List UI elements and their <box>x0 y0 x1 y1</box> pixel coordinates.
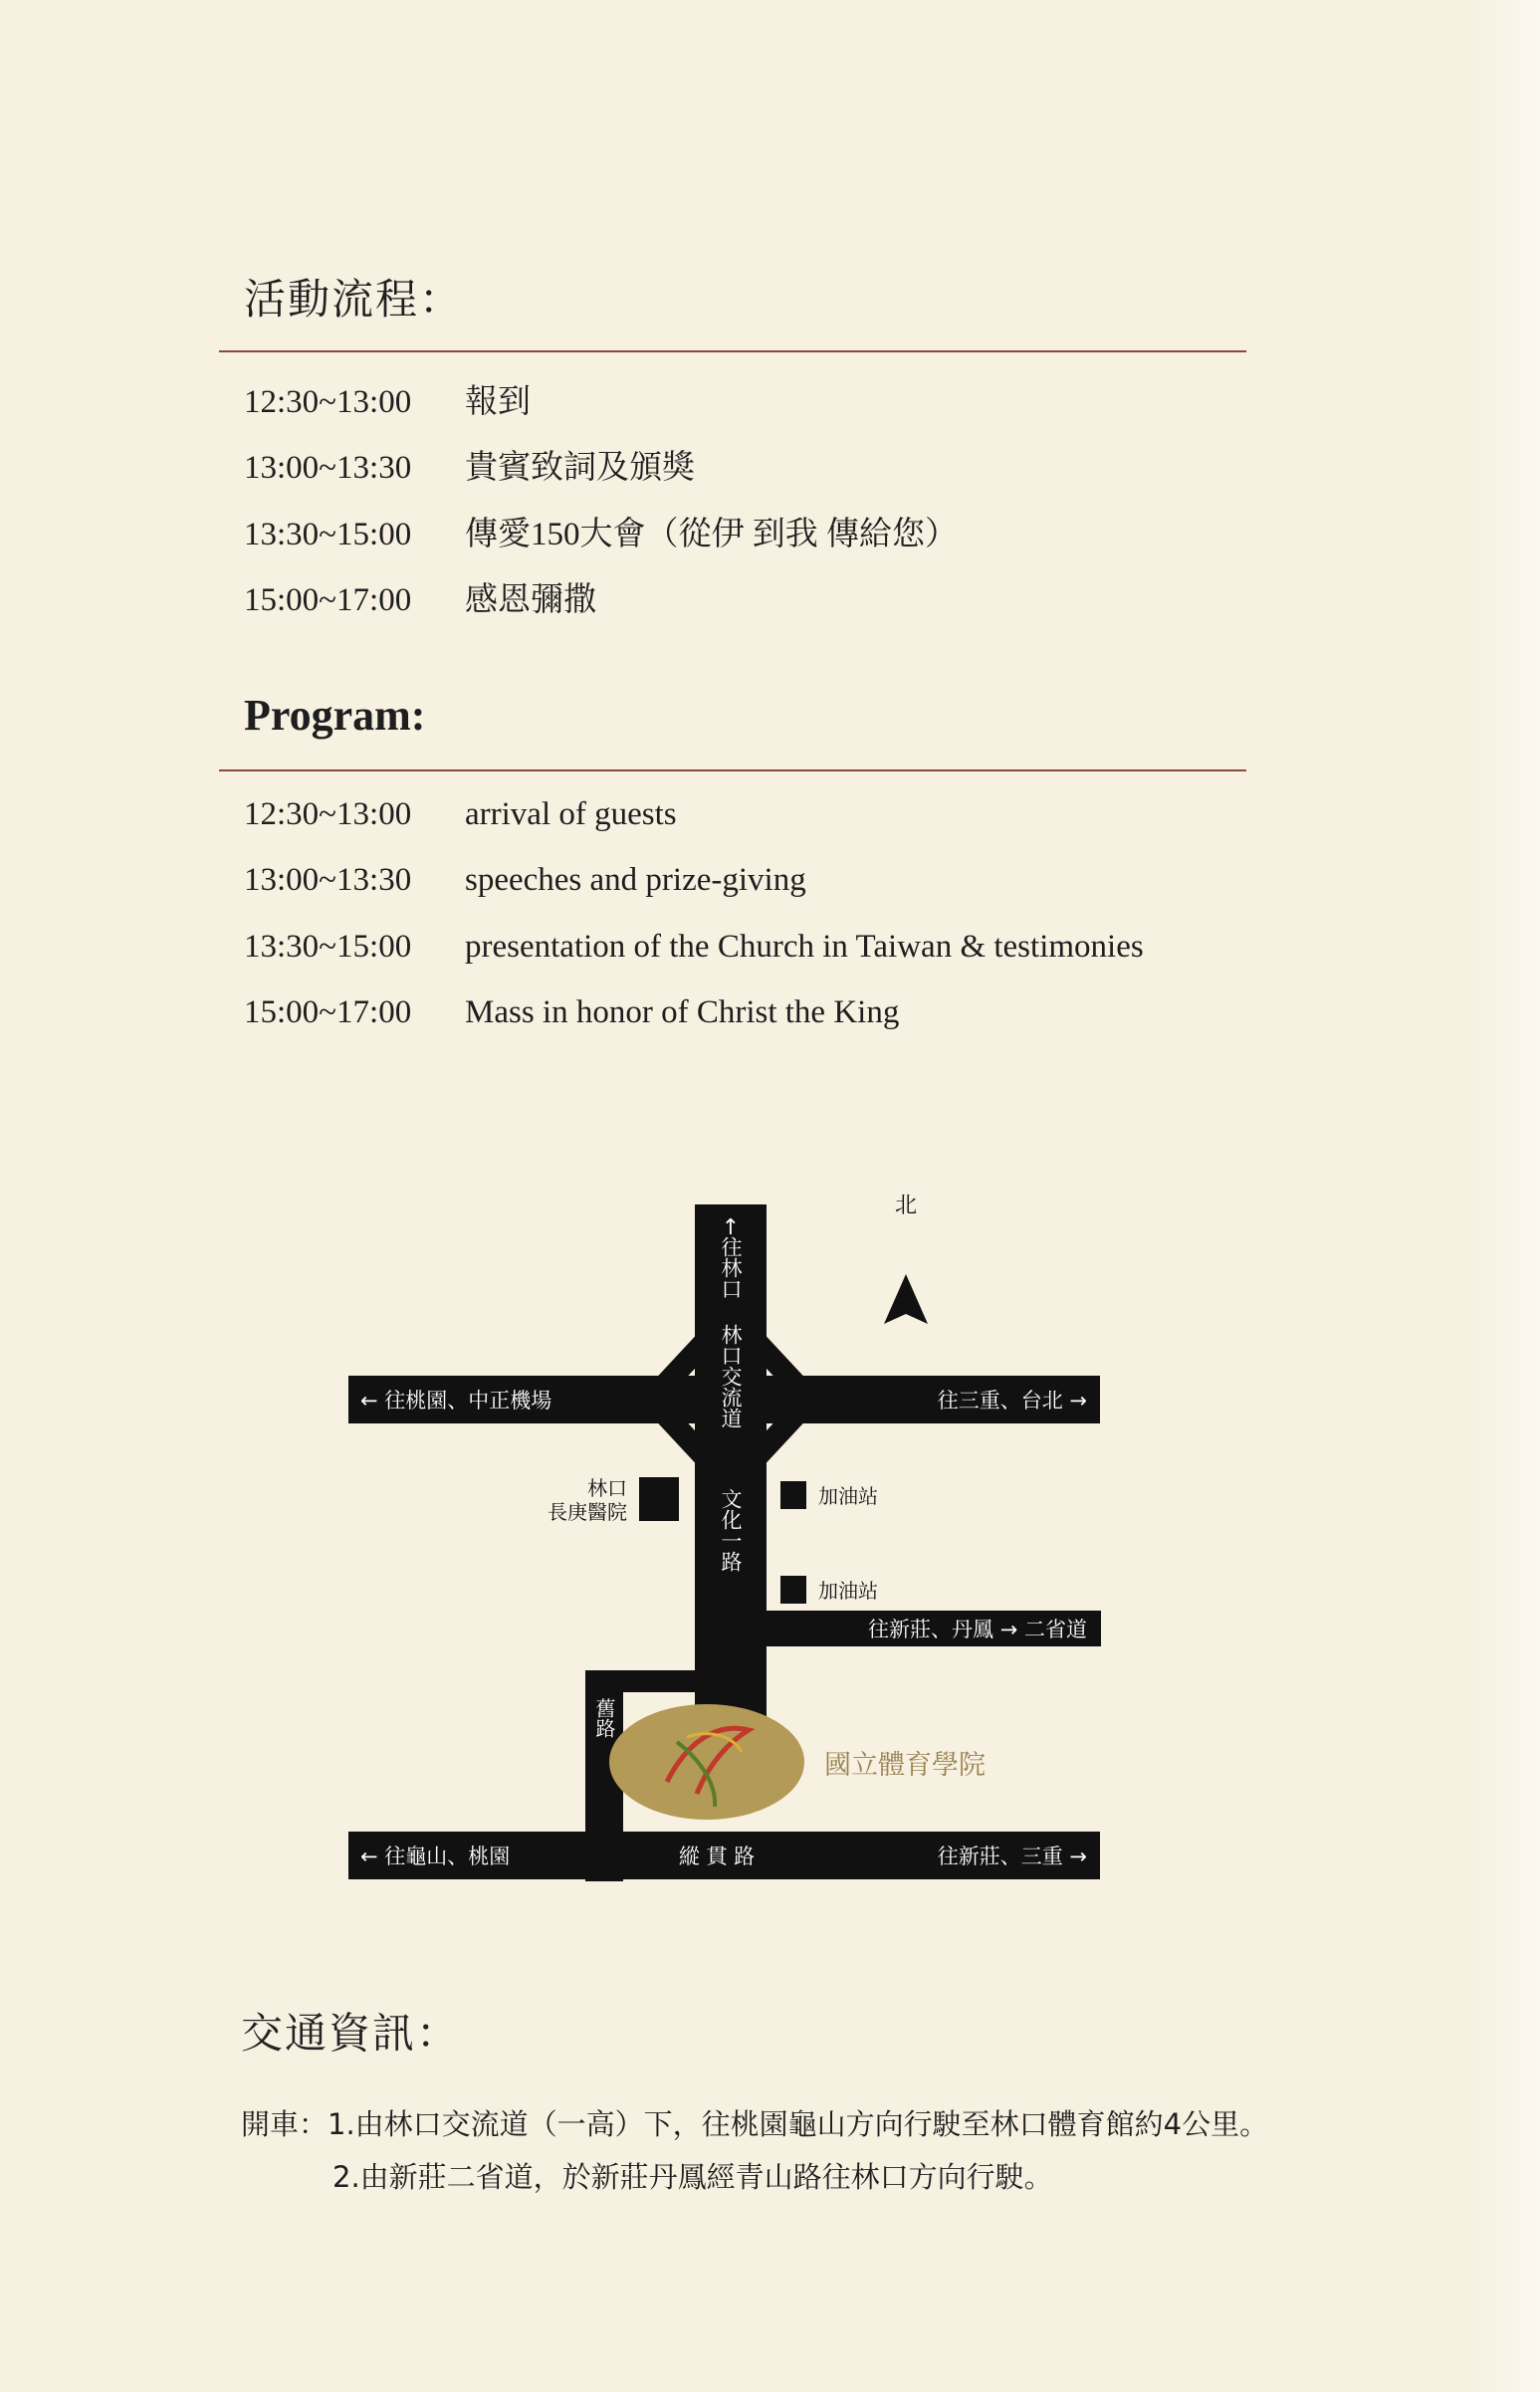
schedule-time: 15:00~17:00 <box>244 994 412 1030</box>
interchange-label: 林口交流道 <box>719 1324 743 1428</box>
schedule-zh-title: 活動流程： <box>244 275 464 324</box>
schedule-time: 13:30~15:00 <box>244 517 412 552</box>
road-top-right-label: 往三重、台北 → <box>937 1389 1087 1413</box>
hospital-label-1: 林口 <box>587 1476 627 1500</box>
schedule-time: 13:00~13:30 <box>244 862 412 898</box>
schedule-zh-row <box>244 508 958 554</box>
hospital-marker <box>639 1477 679 1521</box>
location-map <box>338 1185 1135 1901</box>
schedule-desc: 傳愛150大會（從伊 到我 傳給您） <box>465 517 958 552</box>
old-road-label: 舊路 <box>592 1698 616 1738</box>
transit-text-2: 2.由新莊二省道，於新莊丹鳳經青山路往林口方向行駛。 <box>332 2160 1053 2194</box>
schedule-en-row <box>244 929 1144 966</box>
schedule-desc: presentation of the Church in Taiwan & testimonies <box>465 929 1144 965</box>
venue-logo <box>609 1704 804 1820</box>
transit-line-1 <box>241 2102 1268 2143</box>
schedule-time: 12:30~13:00 <box>244 796 412 832</box>
transit-title: 交通資訊： <box>241 2009 461 2058</box>
schedule-desc: 感恩彌撒 <box>465 582 596 618</box>
page-edge <box>1480 0 1540 2392</box>
road-vertical-top-label: 往林口 <box>719 1236 743 1299</box>
schedule-time: 15:00~17:00 <box>244 582 412 618</box>
schedule-desc: speeches and prize-giving <box>465 862 806 898</box>
north-arrow-icon <box>884 1274 928 1324</box>
gas-station-label: 加油站 <box>818 1579 878 1603</box>
transit-label: 開車： <box>241 2107 329 2141</box>
transit-text-1: 1.由林口交流道（一高）下，往桃園龜山方向行駛至林口體育館約4公里。 <box>328 2107 1269 2141</box>
road-mid-right-label: 往新莊、丹鳳 → 二省道 <box>868 1618 1087 1641</box>
schedule-en-title: Program: <box>244 691 426 740</box>
schedule-desc: 報到 <box>465 384 531 420</box>
hospital-label-2: 長庚醫院 <box>548 1500 627 1524</box>
gas-station-label: 加油站 <box>818 1484 878 1508</box>
venue-label: 國立體育學院 <box>824 1750 986 1781</box>
gas-station-marker <box>780 1576 806 1604</box>
road-bottom-right-label: 往新莊、三重 → <box>937 1845 1087 1868</box>
schedule-time: 13:30~15:00 <box>244 929 412 965</box>
schedule-desc: 貴賓致詞及頒獎 <box>465 450 695 486</box>
schedule-time: 12:30~13:00 <box>244 384 412 420</box>
road-wenhua-label: 文化一路 <box>719 1488 743 1572</box>
schedule-en-row <box>244 796 677 833</box>
schedule-zh-row <box>244 441 695 488</box>
schedule-zh-row <box>244 375 531 422</box>
schedule-en-row <box>244 862 806 899</box>
gas-station-marker <box>780 1481 806 1509</box>
schedule-desc: Mass in honor of Christ the King <box>465 994 900 1030</box>
road-top-left-label: ← 往桃園、中正機場 <box>360 1389 552 1413</box>
transit-line-2 <box>332 2155 1053 2196</box>
schedule-en-row <box>244 994 899 1031</box>
svg-text:↑: ↑ <box>721 1215 741 1240</box>
north-label: 北 <box>894 1194 918 1218</box>
divider-zh <box>219 350 1246 352</box>
road-bottom-left-label: ← 往龜山、桃園 <box>360 1845 511 1868</box>
divider-en <box>219 769 1246 771</box>
road-bottom-center-label: 縱 貫 路 <box>678 1845 756 1868</box>
schedule-desc: arrival of guests <box>465 796 677 832</box>
schedule-time: 13:00~13:30 <box>244 450 412 486</box>
schedule-zh-row <box>244 573 596 620</box>
